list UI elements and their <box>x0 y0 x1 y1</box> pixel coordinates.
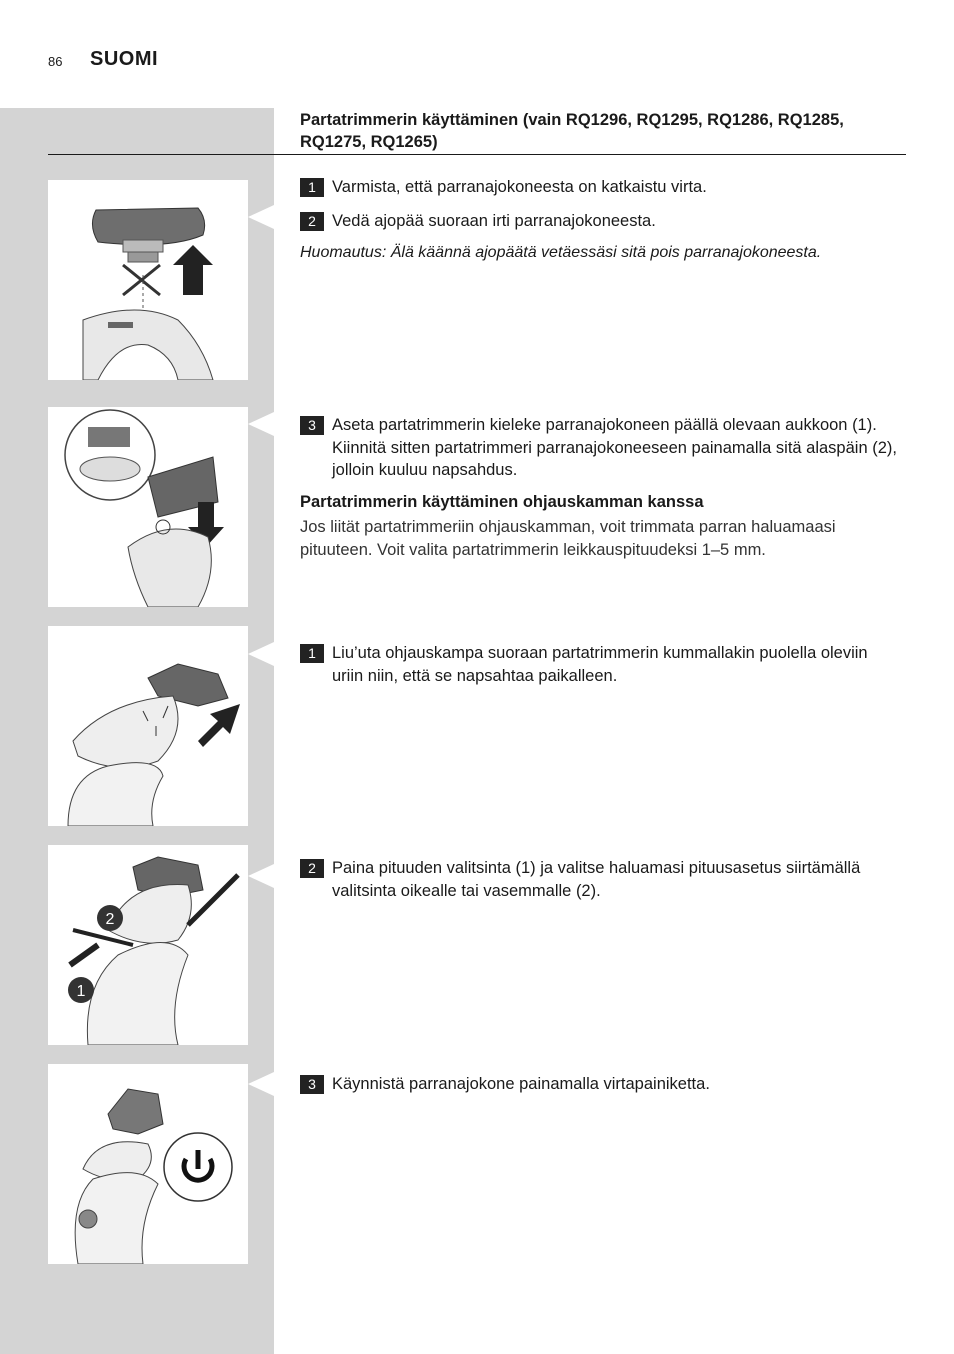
figure-pointer <box>248 1072 274 1096</box>
figure-remove-head <box>48 180 248 380</box>
step-2-pull-head <box>300 210 900 233</box>
step-number-badge: 2 <box>300 212 324 231</box>
step-1-slide-comb <box>300 642 900 687</box>
step-3-attach-trimmer <box>300 414 900 482</box>
step-text: Käynnistä parranajokone painamalla virtapainiketta. <box>332 1075 710 1093</box>
step-number-badge: 3 <box>300 1075 324 1094</box>
callout-label-1: 1 <box>76 983 86 1000</box>
page-number: 86 <box>48 54 63 69</box>
step-number-badge: 1 <box>300 178 324 197</box>
trimmer-attach-illustration <box>48 407 248 607</box>
step-2-select-length <box>300 857 900 902</box>
figure-length-selector <box>48 845 248 1045</box>
figure-attach-trimmer <box>48 407 248 607</box>
comb-slide-illustration <box>48 626 248 826</box>
step-number-badge: 2 <box>300 859 324 878</box>
power-on-illustration <box>48 1064 248 1264</box>
note-text: Huomautus: Älä käännä ajopäätä vetäessäsi sitä pois parranajokoneesta. <box>300 244 822 261</box>
step-3-power-on <box>300 1073 900 1096</box>
step-text: Paina pituuden valitsinta (1) ja valitse haluamasi pituusasetus siirtämällä valitsinta oikealle tai vasemmalle (2). <box>332 859 861 900</box>
step-text: Liu’uta ohjauskampa suoraan partatrimmerin kummallakin puolella oleviin uriin niin, että se napsahtaa paikalleen. <box>332 644 868 685</box>
step-1-switch-off <box>300 176 900 199</box>
step-text: Vedä ajopää suoraan irti parranajokoneesta. <box>332 212 656 230</box>
step-text: Varmista, että parranajokoneesta on katkaistu virta. <box>332 178 707 196</box>
figure-pointer <box>248 642 274 666</box>
step-number-badge: 3 <box>300 416 324 435</box>
shaver-head-removal-illustration <box>48 180 248 380</box>
callout-label-2: 2 <box>105 911 115 928</box>
step-number-badge: 1 <box>300 644 324 663</box>
step-text: Aseta partatrimmerin kieleke parranajokoneen päällä olevaan aukkoon (1). Kiinnitä sitten partatrimmeri parranajokoneeseen painamalla sitä alaspäin (2), jolloin kuuluu napsahdus. <box>332 416 897 479</box>
language-heading: SUOMI <box>90 48 159 70</box>
title-divider <box>48 154 906 155</box>
subsection-paragraph: Jos liität partatrimmeriin ohjauskamman, voit trimmata parran haluamaasi pituuteen. Voit valita partatrimmerin leikkauspituudeksi 1–5 mm. <box>300 518 836 559</box>
figure-pointer <box>248 205 274 229</box>
figure-slide-comb <box>48 626 248 826</box>
subsection-title: Partatrimmerin käyttäminen ohjauskamman kanssa <box>300 493 704 511</box>
length-selector-illustration <box>48 845 248 1045</box>
figure-power-on <box>48 1064 248 1264</box>
figure-pointer <box>248 864 274 888</box>
figure-pointer <box>248 412 274 436</box>
section-title: Partatrimmerin käyttäminen (vain RQ1296, RQ1295, RQ1286, RQ1285, RQ1275, RQ1265) <box>300 111 844 151</box>
